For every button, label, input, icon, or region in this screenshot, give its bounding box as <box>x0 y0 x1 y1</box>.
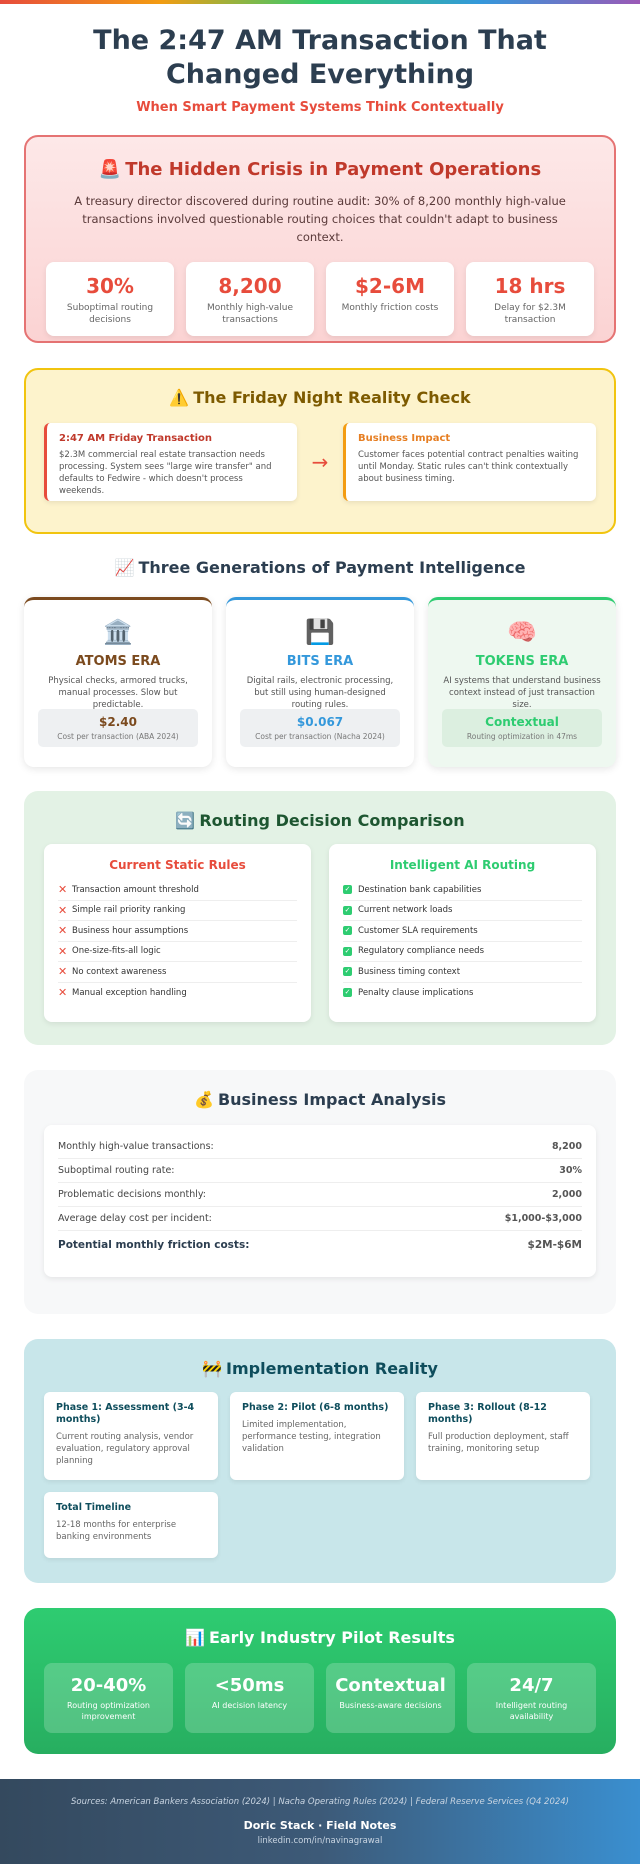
friday-impact-card <box>343 423 596 501</box>
phase-card <box>44 1392 218 1480</box>
pilot-stat-label: Business-aware decisions <box>339 1701 442 1710</box>
implementation-title-text: Implementation Reality <box>226 1359 438 1378</box>
generation-metric <box>240 709 400 747</box>
generation-metric-value: Contextual <box>485 715 559 729</box>
footer-link[interactable]: linkedin.com/in/navinagrawal <box>257 1836 383 1846</box>
routing-title <box>44 811 596 830</box>
generation-metric-value: $2.40 <box>99 715 137 729</box>
floppy-disk-icon: 💾 <box>305 618 335 646</box>
list-item <box>58 942 297 963</box>
page-title: The 2:47 AM Transaction That Changed Everything <box>93 25 547 90</box>
phases <box>44 1392 596 1558</box>
cross-icon: ✕ <box>58 944 68 958</box>
generation-metric-value: $0.067 <box>296 715 344 729</box>
generation-metric-label: Cost per transaction (Nacha 2024) <box>255 732 385 741</box>
check-icon: ✓ <box>344 926 351 935</box>
impact-label: Problematic decisions monthly: <box>58 1189 207 1200</box>
static-rule-label: Transaction amount threshold <box>72 884 199 895</box>
crisis-stat <box>46 262 174 336</box>
phase-text: 12-18 months for enterprise banking environments <box>56 1520 177 1542</box>
ai-routing-card <box>329 844 596 1022</box>
table-row <box>58 1183 582 1207</box>
pilot-title <box>44 1628 596 1647</box>
table-row <box>58 1207 582 1231</box>
ai-rule-label: Current network loads <box>358 905 453 916</box>
generation-name: TOKENS ERA <box>475 654 569 669</box>
static-rule-label: One-size-fits-all logic <box>72 946 161 957</box>
crisis-stat <box>326 262 454 336</box>
friday-transaction-title: 2:47 AM Friday Transaction <box>59 433 213 444</box>
static-rule-label: No context awareness <box>72 966 167 977</box>
generation-metric-label: Cost per transaction (ABA 2024) <box>57 732 179 741</box>
impact-value: 2,000 <box>551 1189 582 1200</box>
impact-label: Average delay cost per incident: <box>58 1213 212 1224</box>
phase-text: Limited implementation, performance testing, integration validation <box>242 1420 381 1454</box>
generation-desc: Digital rails, electronic processing, but still using human-designed routing rules. <box>246 676 394 710</box>
pilot-stat <box>44 1663 173 1733</box>
stat-value: 30% <box>86 274 134 298</box>
pilot-stats <box>44 1663 596 1733</box>
phase-card <box>44 1492 218 1558</box>
arrow-right-icon: → <box>311 450 329 474</box>
list-item <box>343 942 582 963</box>
check-icon: ✓ <box>344 905 351 914</box>
ai-rule-label: Penalty clause implications <box>358 987 474 998</box>
ai-rule-label: Customer SLA requirements <box>358 925 478 936</box>
impact-title <box>44 1090 596 1109</box>
list-item <box>58 983 297 1004</box>
generations-title-text: Three Generations of Payment Intelligence <box>138 558 526 577</box>
routing-section <box>24 791 616 1045</box>
list-item <box>343 880 582 901</box>
generation-card-atoms <box>24 597 212 767</box>
pilot-stat-value: 24/7 <box>509 1675 554 1696</box>
list-item <box>343 921 582 942</box>
friday-transaction-text: $2.3M commercial real estate transaction needs processing. System sees "large wire transfer" and defaults to Fedwire - which doesn't process weekends. <box>59 450 272 496</box>
impact-total-value: $2M-$6M <box>527 1239 582 1251</box>
phase-text: Current routing analysis, vendor evaluation, regulatory approval planning <box>56 1432 194 1466</box>
crisis-title <box>46 159 594 180</box>
impact-label: Suboptimal routing rate: <box>58 1165 175 1176</box>
table-row <box>58 1135 582 1159</box>
footer <box>0 1779 640 1864</box>
cross-icon: ✕ <box>58 965 68 979</box>
generation-card-bits <box>226 597 414 767</box>
list-item <box>58 901 297 922</box>
crisis-lead: A treasury director discovered during routine audit: 30% of 8,200 monthly high-value transactions involved questionable routing choices that couldn't adapt to business context. <box>74 194 566 244</box>
page-subtitle: When Smart Payment Systems Think Contextually <box>136 100 504 115</box>
cross-icon: ✕ <box>58 924 68 938</box>
refresh-icon: 🔄 <box>175 811 196 830</box>
ai-routing-title: Intelligent AI Routing <box>389 858 536 872</box>
routing-title-text: Routing Decision Comparison <box>199 811 465 830</box>
list-item <box>343 962 582 983</box>
phase-title: Phase 1: Assessment (3-4 months) <box>56 1402 195 1425</box>
crisis-stat <box>186 262 314 336</box>
cross-icon: ✕ <box>58 883 68 897</box>
generation-name: BITS ERA <box>286 654 354 669</box>
ai-rule-label: Regulatory compliance needs <box>358 946 485 957</box>
construction-icon: 🚧 <box>202 1359 223 1378</box>
check-icon: ✓ <box>344 946 351 955</box>
impact-title-text: Business Impact Analysis <box>217 1090 446 1109</box>
crisis-title-text: The Hidden Crisis in Payment Operations <box>125 159 542 180</box>
hero <box>0 4 640 115</box>
impact-total-label: Potential monthly friction costs: <box>58 1239 250 1251</box>
list-item <box>58 880 297 901</box>
friday-title <box>44 388 596 407</box>
cross-icon: ✕ <box>58 903 68 917</box>
generation-metric <box>442 709 602 747</box>
crisis-section <box>24 135 616 343</box>
stat-label: Monthly high-value transactions <box>206 303 294 325</box>
pilot-stat <box>467 1663 596 1733</box>
friday-impact-title: Business Impact <box>358 433 451 444</box>
check-icon: ✓ <box>344 988 351 997</box>
pilot-stat-label: Routing optimization improvement <box>67 1701 150 1721</box>
money-bag-icon: 💰 <box>194 1090 214 1109</box>
crisis-stat <box>466 262 594 336</box>
pilot-stat-value: Contextual <box>335 1675 446 1696</box>
generations-cards <box>24 597 616 767</box>
phase-title: Phase 2: Pilot (6-8 months) <box>242 1402 389 1413</box>
implementation-section <box>24 1339 616 1583</box>
cross-icon: ✕ <box>58 986 68 1000</box>
friday-row <box>44 423 596 501</box>
stat-label: Monthly friction costs <box>341 303 439 313</box>
friday-transaction-card <box>44 423 297 501</box>
pilot-stat <box>185 1663 314 1733</box>
warning-icon: ⚠️ <box>169 388 190 407</box>
friday-section <box>24 368 616 534</box>
generation-desc: Physical checks, armored trucks, manual processes. Slow but predictable. <box>48 676 188 710</box>
list-item <box>343 983 582 1004</box>
routing-columns <box>44 844 596 1022</box>
stat-value: 8,200 <box>218 274 282 298</box>
table-row <box>58 1159 582 1183</box>
pilot-title-text: Early Industry Pilot Results <box>208 1628 455 1647</box>
impact-table <box>44 1125 596 1277</box>
ai-rule-label: Destination bank capabilities <box>358 884 482 895</box>
static-rules-title: Current Static Rules <box>109 858 246 872</box>
phase-card <box>230 1392 404 1480</box>
impact-section <box>24 1070 616 1314</box>
check-icon: ✓ <box>344 967 351 976</box>
stat-value: 18 hrs <box>494 274 566 298</box>
static-rules-card <box>44 844 311 1022</box>
generation-name: ATOMS ERA <box>75 654 161 669</box>
stat-label: Suboptimal routing decisions <box>66 303 154 325</box>
generation-desc: AI systems that understand business context instead of just transaction size. <box>443 676 601 710</box>
generation-metric <box>38 709 198 747</box>
pilot-section <box>24 1608 616 1754</box>
pilot-stat-value: <50ms <box>214 1675 285 1696</box>
phase-card <box>416 1392 590 1480</box>
generations-title <box>0 558 640 577</box>
list-item <box>58 921 297 942</box>
ai-rule-label: Business timing context <box>358 966 461 977</box>
bar-chart-icon: 📊 <box>185 1628 205 1647</box>
static-rule-label: Simple rail priority ranking <box>72 905 186 916</box>
pilot-stat-value: 20-40% <box>70 1675 147 1696</box>
pilot-stat-label: AI decision latency <box>211 1701 288 1710</box>
chart-up-icon: 📈 <box>114 558 135 577</box>
generation-card-tokens <box>428 597 616 767</box>
table-row-total <box>58 1231 582 1259</box>
static-rule-label: Business hour assumptions <box>72 925 189 936</box>
siren-icon: 🚨 <box>98 159 122 180</box>
stat-value: $2-6M <box>355 274 425 298</box>
impact-label: Monthly high-value transactions: <box>58 1141 214 1152</box>
friday-title-text: The Friday Night Reality Check <box>193 388 471 407</box>
generation-metric-label: Routing optimization in 47ms <box>466 732 578 741</box>
stat-label: Delay for $2.3M transaction <box>494 303 566 325</box>
brain-icon: 🧠 <box>507 618 537 646</box>
list-item <box>343 901 582 922</box>
pilot-stat <box>326 1663 455 1733</box>
check-icon: ✓ <box>344 885 351 894</box>
implementation-title <box>44 1359 596 1378</box>
bank-icon: 🏛️ <box>103 618 133 646</box>
footer-sources: Sources: American Bankers Association (2024) | Nacha Operating Rules (2024) | Federal Reserve Services (Q4 2024) <box>70 1797 569 1807</box>
static-rule-label: Manual exception handling <box>72 987 187 998</box>
phase-title: Total Timeline <box>56 1502 132 1513</box>
footer-brand: Doric Stack · Field Notes <box>243 1819 397 1832</box>
impact-value: 30% <box>559 1165 582 1176</box>
phase-text: Full production deployment, staff training, monitoring setup <box>428 1432 569 1454</box>
impact-value: $1,000-$3,000 <box>504 1213 582 1224</box>
crisis-stats <box>46 262 594 336</box>
impact-value: 8,200 <box>551 1141 582 1152</box>
pilot-stat-label: Intelligent routing availability <box>495 1701 568 1721</box>
phase-title: Phase 3: Rollout (8-12 months) <box>428 1402 547 1425</box>
list-item <box>58 962 297 983</box>
friday-impact-text: Customer faces potential contract penalties waiting until Monday. Static rules can't think contextually about business timing. <box>358 450 579 484</box>
